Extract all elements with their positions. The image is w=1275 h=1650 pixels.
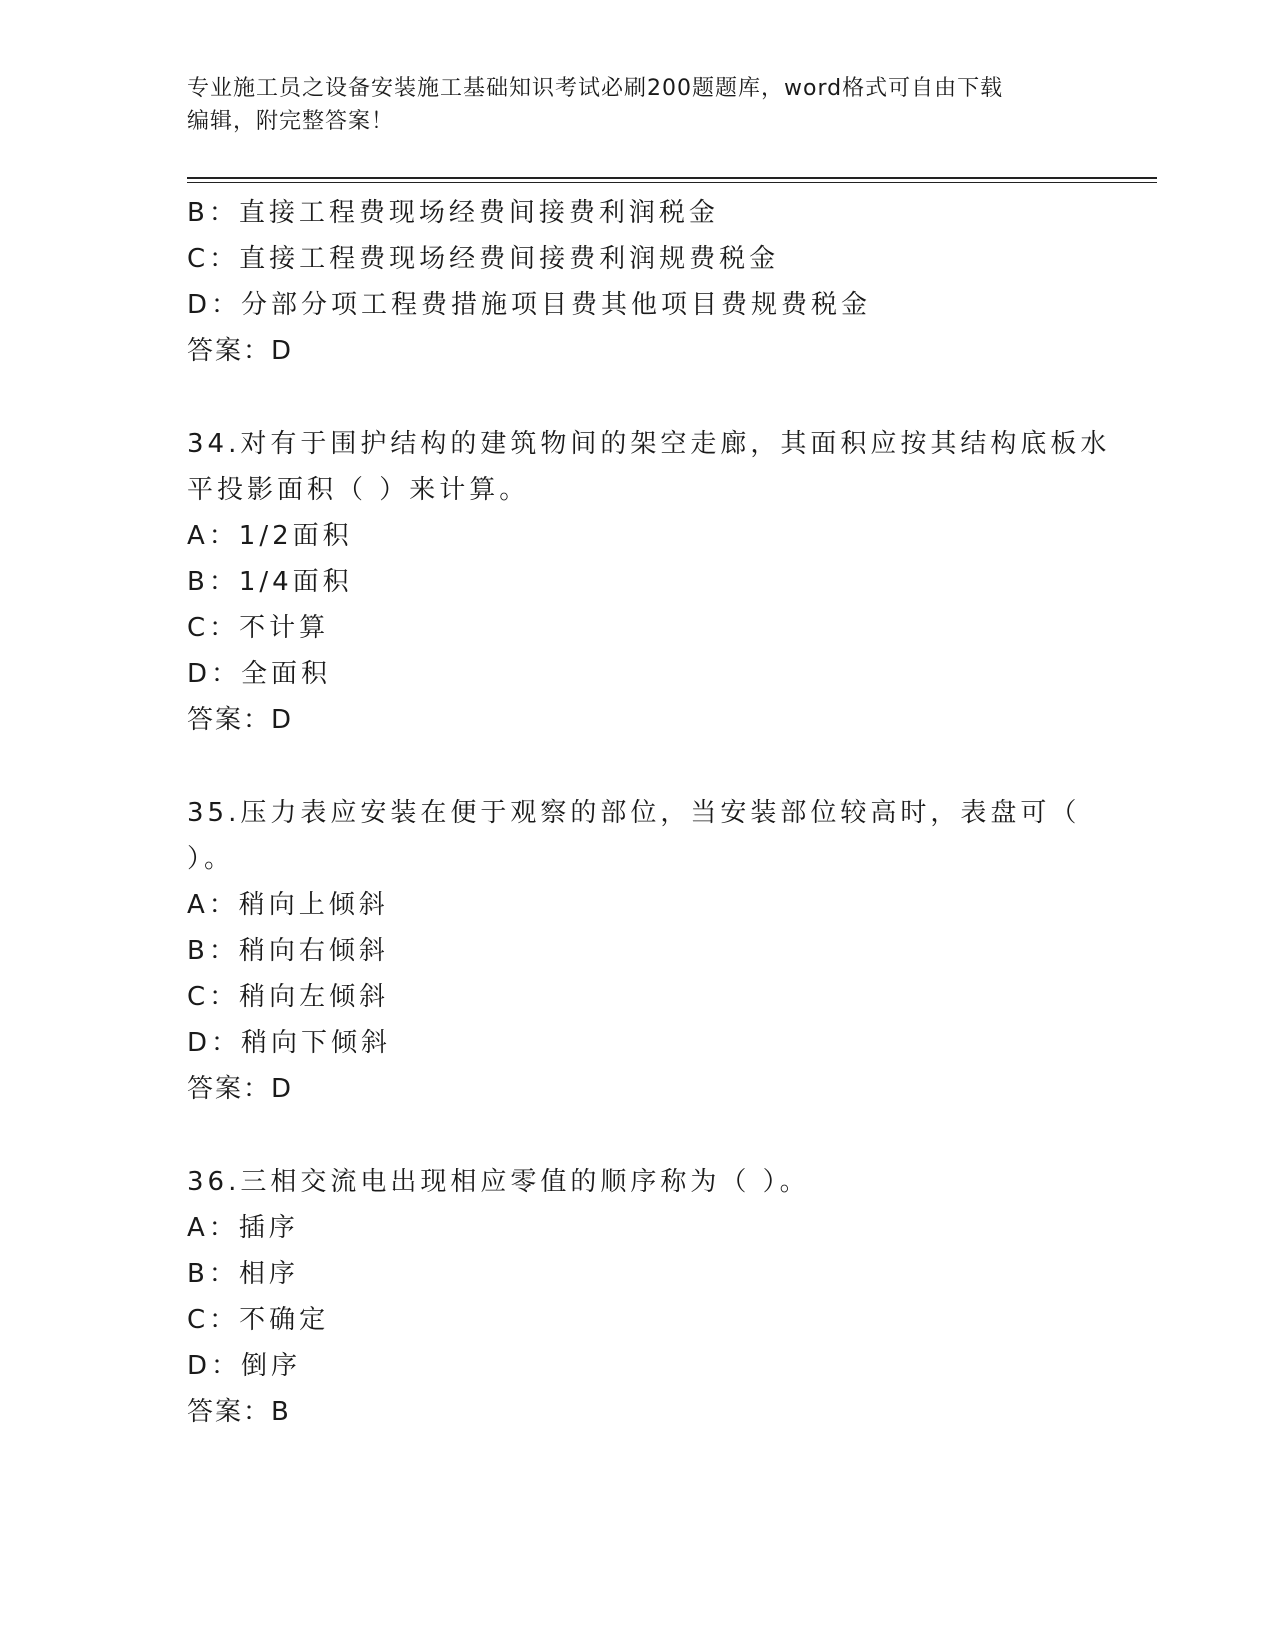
- option-c: C：稍向左倾斜: [187, 982, 390, 1012]
- option-c: C：直接工程费现场经费间接费利润规费税金: [187, 244, 780, 274]
- answer: 答案：D: [187, 1074, 294, 1104]
- option-c: C：不确定: [187, 1305, 330, 1335]
- question-35: [187, 790, 1087, 1112]
- option-d: D：倒序: [187, 1351, 302, 1381]
- option-a: A：1/2面积: [187, 521, 353, 551]
- question-list: [187, 190, 1111, 1435]
- header-divider: [187, 177, 1157, 179]
- option-b: B：稍向右倾斜: [187, 936, 389, 966]
- option-d: D：分部分项工程费措施项目费其他项目费规费税金: [187, 290, 872, 320]
- question-33-continuation: [187, 190, 1087, 374]
- question-34: [187, 421, 1111, 743]
- option-b: B：1/4面积: [187, 567, 353, 597]
- question-stem-continued: 平投影面积（ ）来计算。: [187, 475, 530, 505]
- answer: 答案：D: [187, 705, 294, 735]
- header-divider-thin: [187, 182, 1157, 183]
- document-header: [187, 72, 1067, 138]
- option-a: A：插序: [187, 1213, 299, 1243]
- answer: 答案：D: [187, 336, 294, 366]
- question-stem: 35.压力表应安装在便于观察的部位，当安装部位较高时，表盘可（: [187, 798, 1081, 828]
- option-b: B：直接工程费现场经费间接费利润税金: [187, 198, 719, 228]
- header-title-line-1: 专业施工员之设备安装施工基础知识考试必刷200题题库，word格式可自由下载: [187, 76, 1004, 101]
- option-c: C：不计算: [187, 613, 330, 643]
- answer: 答案：B: [187, 1397, 291, 1427]
- header-title-line-2: 编辑，附完整答案！: [187, 109, 395, 134]
- question-stem: 36.三相交流电出现相应零值的顺序称为（ ）。: [187, 1167, 810, 1197]
- question-36: [187, 1159, 1087, 1435]
- question-stem: 34.对有于围护结构的建筑物间的架空走廊，其面积应按其结构底板水: [187, 429, 1111, 459]
- option-b: B：相序: [187, 1259, 299, 1289]
- question-stem-continued: ）。: [187, 844, 235, 874]
- option-d: D：全面积: [187, 659, 332, 689]
- option-d: D：稍向下倾斜: [187, 1028, 392, 1058]
- option-a: A：稍向上倾斜: [187, 890, 389, 920]
